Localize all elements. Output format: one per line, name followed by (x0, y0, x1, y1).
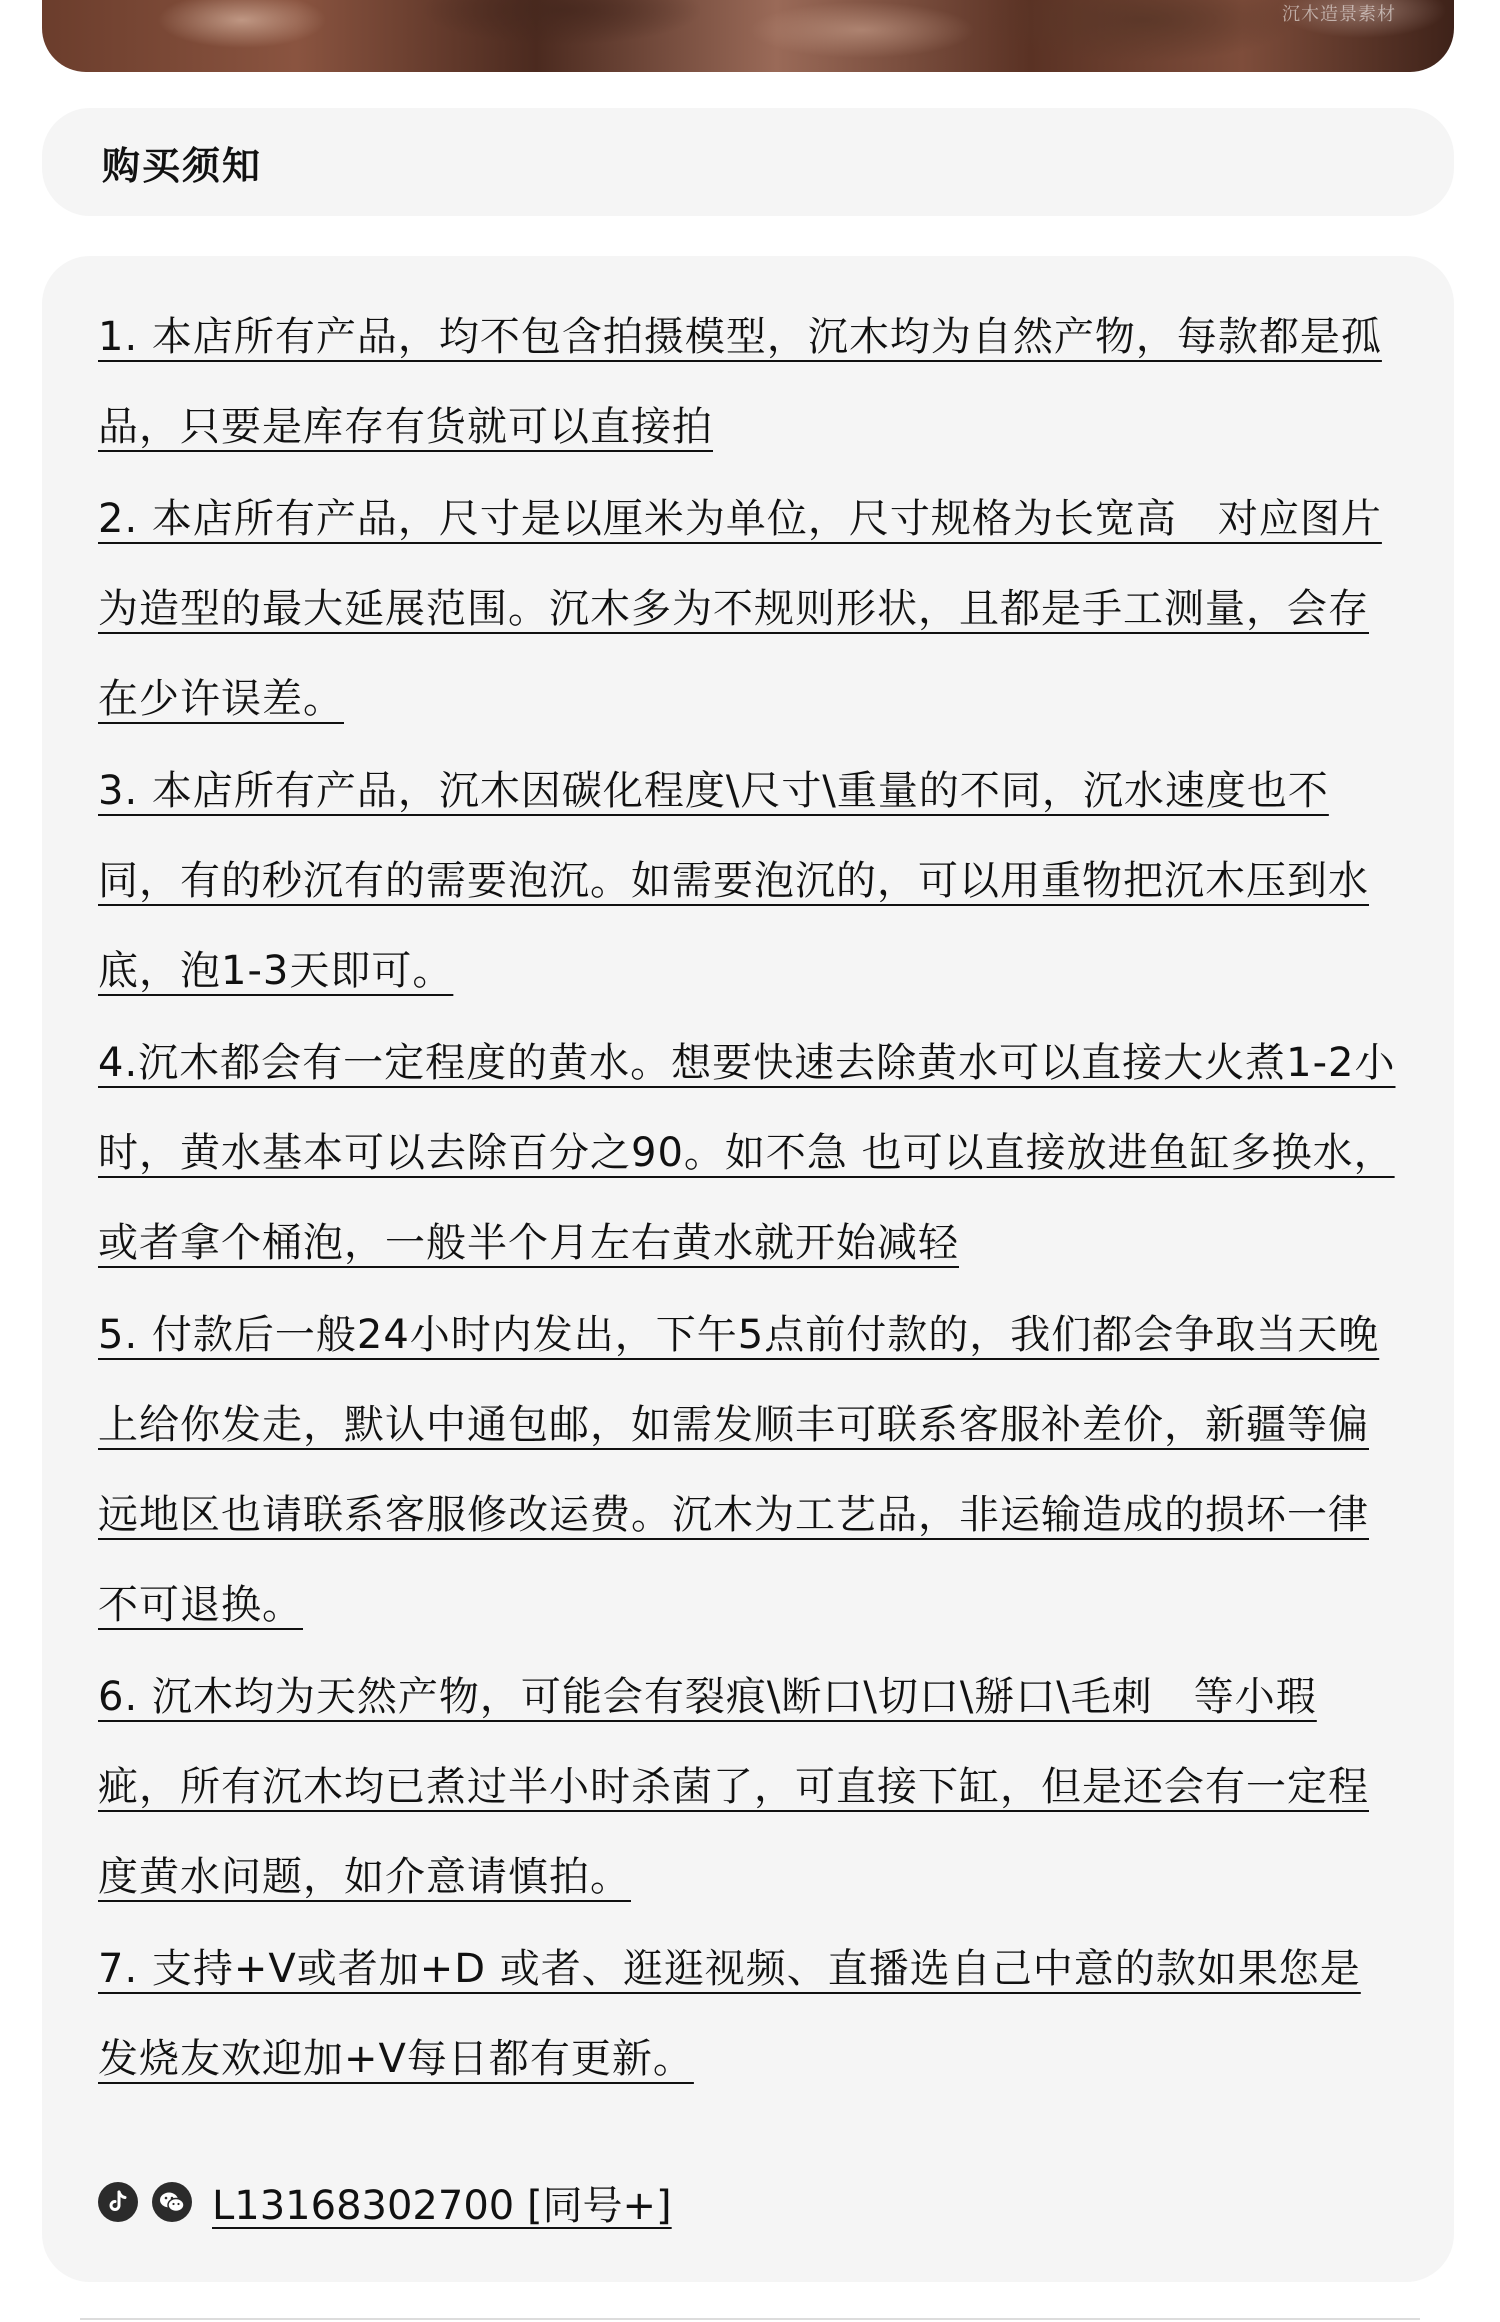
douyin-icon (98, 2182, 138, 2222)
notice-item-4 (98, 1018, 1398, 1288)
notice-text: 2. 本店所有产品，尺寸是以厘米为单位，尺寸规格为长宽高 对应图片为造型的最大延展范围。沉木多为不规则形状，且都是手工测量，会存在少许误差。 (98, 496, 1382, 722)
notice-text: 7. 支持+V或者加+D 或者、逛逛视频、直播选自己中意的款如果您是发烧友欢迎加+V每日都有更新。 (98, 1946, 1361, 2082)
contact-number: L13168302700 [同号+] (212, 2182, 672, 2229)
notice-item-2 (98, 474, 1398, 744)
notice-item-5 (98, 1290, 1398, 1650)
section-title: 购买须知 (102, 143, 263, 188)
notice-item-3 (98, 746, 1398, 1016)
notice-text: 5. 付款后一般24小时内发出，下午5点前付款的，我们都会争取当天晚上给你发走，默认中通包邮，如需发顺丰可联系客服补差价，新疆等偏远地区也请联系客服修改运费。沉木为工艺品，非运输造成的损坏一律不可退换。 (98, 1312, 1380, 1628)
notice-text: 4.沉木都会有一定程度的黄水。想要快速去除黄水可以直接大火煮1-2小时，黄水基本可以去除百分之90。如不急 也可以直接放进鱼缸多换水，或者拿个桶泡，一般半个月左右黄水就开始减轻 (98, 1040, 1396, 1266)
purchase-notice-card (42, 256, 1454, 2282)
notice-text: 1. 本店所有产品，均不包含拍摄模型，沉木均为自然产物，每款都是孤品，只要是库存有货就可以直接拍 (98, 314, 1382, 450)
wechat-icon (152, 2182, 192, 2222)
contact-row (98, 2172, 672, 2232)
bottom-divider (80, 2318, 1420, 2320)
image-watermark: 沉木造景素材 (1282, 4, 1396, 25)
notice-text: 6. 沉木均为天然产物，可能会有裂痕\断口\切口\掰口\毛刺 等小瑕疵，所有沉木均已煮过半小时杀菌了，可直接下缸，但是还会有一定程度黄水问题，如介意请慎拍。 (98, 1674, 1369, 1900)
notice-item-6 (98, 1652, 1398, 1922)
product-image (42, 0, 1454, 72)
notice-text: 3. 本店所有产品，沉木因碳化程度\尺寸\重量的不同，沉水速度也不同，有的秒沉有的需要泡沉。如需要泡沉的，可以用重物把沉木压到水底，泡1-3天即可。 (98, 768, 1369, 994)
notice-item-7 (98, 1924, 1398, 2104)
purchase-notice-header (42, 108, 1454, 216)
notice-item-1 (98, 292, 1398, 472)
